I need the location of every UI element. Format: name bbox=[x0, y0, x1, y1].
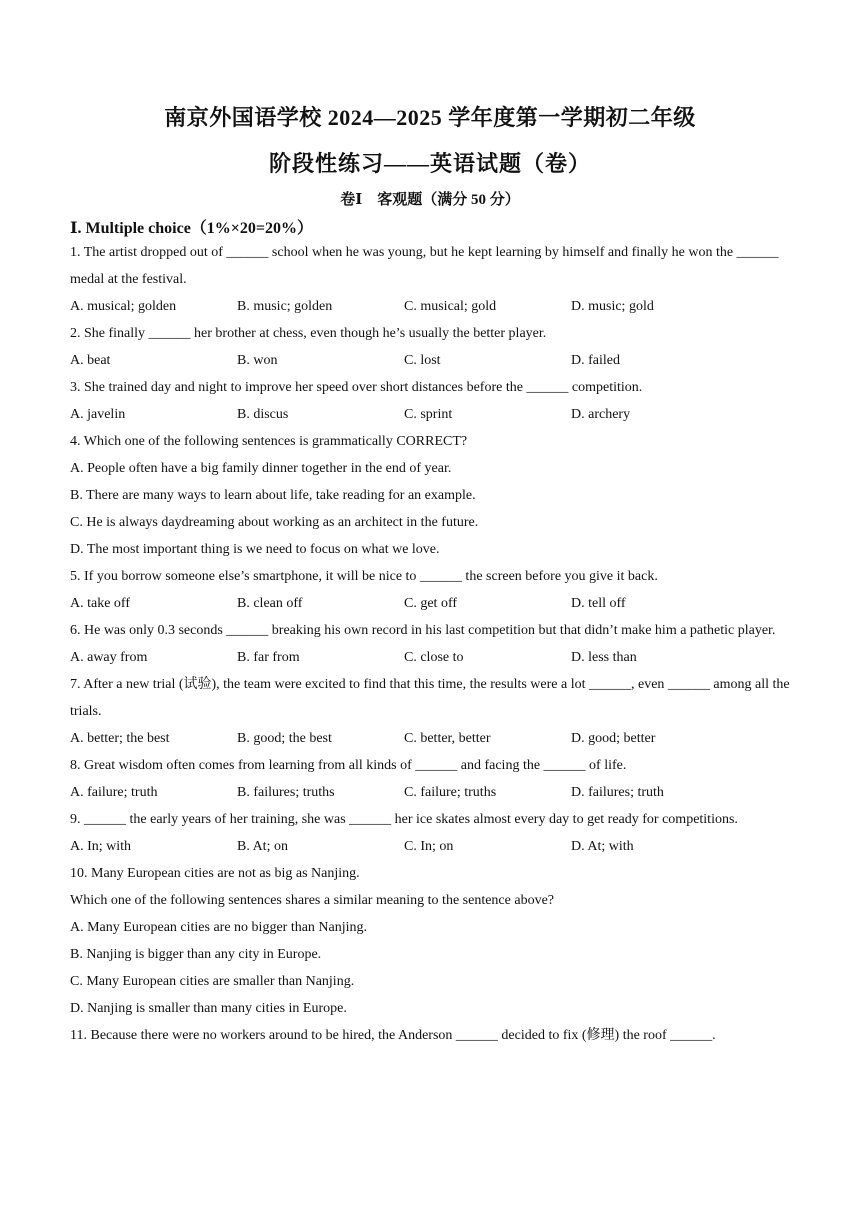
option-4a: A. People often have a big family dinner together in the end of year. bbox=[70, 461, 452, 476]
question-prompt-10: Which one of the following sentences shares a similar meaning to the sentence above? bbox=[70, 893, 554, 908]
option-6d: D. less than bbox=[571, 650, 637, 665]
option-4d: D. The most important thing is we need to focus on what we love. bbox=[70, 542, 440, 557]
option-10c: C. Many European cities are smaller than Nanjing. bbox=[70, 974, 355, 989]
option-3d: D. archery bbox=[571, 407, 631, 422]
options-row-9 bbox=[70, 833, 790, 860]
option-7d: D. good; better bbox=[571, 731, 656, 746]
option-1d: D. music; gold bbox=[571, 299, 654, 314]
option-2b: B. won bbox=[237, 353, 278, 368]
options-row-3 bbox=[70, 401, 790, 428]
paper-section-title: 卷Ⅰ 客观题（满分 50 分） bbox=[340, 192, 520, 208]
option-1a: A. musical; golden bbox=[70, 299, 177, 314]
option-2a: A. beat bbox=[70, 353, 111, 368]
option-6c: C. close to bbox=[404, 650, 464, 665]
option-9c: C. In; on bbox=[404, 839, 454, 854]
question-stem-3: 3. She trained day and night to improve her speed over short distances before the ______ competition. bbox=[70, 380, 643, 395]
option-3a: A. javelin bbox=[70, 407, 126, 422]
question-stem-10: 10. Many European cities are not as big as Nanjing. bbox=[70, 866, 360, 881]
options-row-6 bbox=[70, 644, 790, 671]
question-stem-9: 9. ______ the early years of her training, she was ______ her ice skates almost every day to get ready for competitions. bbox=[70, 812, 738, 827]
option-2d: D. failed bbox=[571, 353, 620, 368]
option-9d: D. At; with bbox=[571, 839, 634, 854]
option-2c: C. lost bbox=[404, 353, 441, 368]
option-5b: B. clean off bbox=[237, 596, 303, 611]
option-6a: A. away from bbox=[70, 650, 148, 665]
question-stem-5: 5. If you borrow someone else’s smartphone, it will be nice to ______ the screen before you give it back. bbox=[70, 569, 658, 584]
option-8a: A. failure; truth bbox=[70, 785, 158, 800]
option-7a: A. better; the best bbox=[70, 731, 170, 746]
option-5d: D. tell off bbox=[571, 596, 626, 611]
section-heading: Ⅰ. Multiple choice（1%×20=20%） bbox=[70, 220, 314, 237]
option-7b: B. good; the best bbox=[237, 731, 332, 746]
question-stem-6: 6. He was only 0.3 seconds ______ breaking his own record in his last competition but that didn’t make him a pathetic player. bbox=[70, 623, 776, 638]
option-5c: C. get off bbox=[404, 596, 458, 611]
option-8c: C. failure; truths bbox=[404, 785, 497, 800]
option-8b: B. failures; truths bbox=[237, 785, 335, 800]
question-list bbox=[70, 239, 790, 1049]
option-1c: C. musical; gold bbox=[404, 299, 497, 314]
question-stem-4: 4. Which one of the following sentences is grammatically CORRECT? bbox=[70, 434, 468, 449]
option-9b: B. At; on bbox=[237, 839, 288, 854]
options-row-7 bbox=[70, 725, 790, 752]
option-10b: B. Nanjing is bigger than any city in Europe. bbox=[70, 947, 322, 962]
option-4b: B. There are many ways to learn about life, take reading for an example. bbox=[70, 488, 476, 503]
option-6b: B. far from bbox=[237, 650, 300, 665]
page-title: 南京外国语学校 2024—2025 学年度第一学期初二年级 bbox=[164, 105, 696, 130]
options-row-8 bbox=[70, 779, 790, 806]
option-4c: C. He is always daydreaming about working as an architect in the future. bbox=[70, 515, 479, 530]
option-3c: C. sprint bbox=[404, 407, 453, 422]
question-stem-7: 7. After a new trial (试验), the team were excited to find that this time, the results were a lot ______, even ______ among all the trials. bbox=[70, 677, 790, 719]
option-3b: B. discus bbox=[237, 407, 289, 422]
option-5a: A. take off bbox=[70, 596, 130, 611]
options-row-5 bbox=[70, 590, 790, 617]
question-stem-2: 2. She finally ______ her brother at chess, even though he’s usually the better player. bbox=[70, 326, 547, 341]
page-subtitle: 阶段性练习——英语试题（卷） bbox=[268, 151, 591, 176]
question-stem-11: 11. Because there were no workers around to be hired, the Anderson ______ decided to fix (修理) the roof ______. bbox=[70, 1028, 716, 1043]
option-7c: C. better, better bbox=[404, 731, 491, 746]
option-8d: D. failures; truth bbox=[571, 785, 664, 800]
options-row-1 bbox=[70, 293, 790, 320]
question-stem-1: 1. The artist dropped out of ______ school when he was young, but he kept learning by himself and finally he won the ______ medal at the festival. bbox=[70, 245, 779, 287]
question-stem-8: 8. Great wisdom often comes from learning from all kinds of ______ and facing the ______ of life. bbox=[70, 758, 627, 773]
options-row-2 bbox=[70, 347, 790, 374]
option-9a: A. In; with bbox=[70, 839, 132, 854]
option-10a: A. Many European cities are no bigger than Nanjing. bbox=[70, 920, 368, 935]
option-1b: B. music; golden bbox=[237, 299, 333, 314]
option-10d: D. Nanjing is smaller than many cities in Europe. bbox=[70, 1001, 347, 1016]
